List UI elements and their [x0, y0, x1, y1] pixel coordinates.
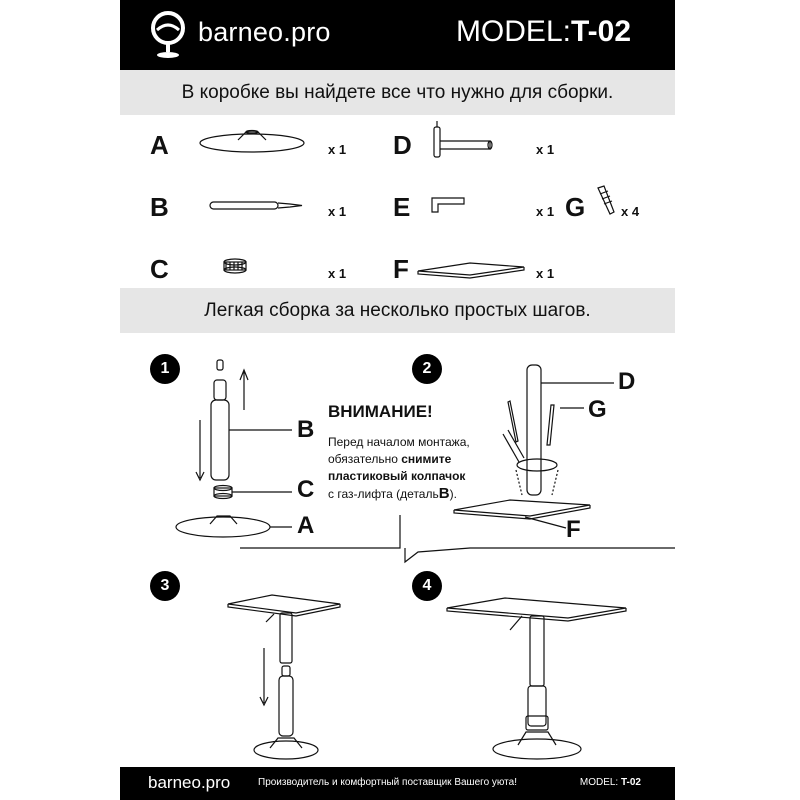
step2-label-d: D	[618, 368, 636, 395]
part-e-hexkey-drawing	[432, 198, 464, 212]
part-e-qty: x 1	[536, 204, 555, 219]
part-a-letter: A	[150, 130, 169, 160]
warning-title: ВНИМАНИЕ!	[328, 402, 433, 421]
part-g-qty: x 4	[621, 204, 640, 219]
step1-label-c: C	[297, 476, 315, 503]
assembly-band: Легкая сборка за несколько простых шагов.	[120, 288, 675, 333]
model-title: MODEL:T-02	[455, 15, 631, 48]
footer-tagline: Производитель и комфортный поставщик Вашего уюта!	[258, 777, 517, 788]
part-d-qty: x 1	[536, 142, 555, 157]
part-g-screw-drawing	[598, 186, 614, 214]
footer-brand-text: barneo.pro	[148, 773, 231, 792]
step3-drawing	[228, 595, 340, 759]
part-d-letter: D	[393, 130, 412, 160]
step1-label-b: B	[297, 416, 315, 443]
part-c-letter: C	[150, 254, 169, 284]
part-f-qty: x 1	[536, 266, 555, 281]
step1-drawing	[176, 360, 400, 548]
warning-text: Перед началом монтажа, обязательно снимите пластиковый колпачок с газ-лифта (детальB).	[328, 435, 470, 502]
part-a-base-drawing	[200, 131, 304, 153]
part-b-letter: B	[150, 192, 169, 222]
step2-drawing	[405, 365, 675, 562]
step-3-badge: 3	[150, 571, 180, 601]
contents-band: В коробке вы найдете все что нужно для сборки.	[120, 70, 675, 115]
part-b-gaslift-drawing	[210, 202, 302, 209]
footer-model: MODEL: T-02	[579, 777, 641, 788]
footer-bar	[120, 767, 675, 800]
part-g-letter: G	[565, 192, 586, 222]
step-2-badge: 2	[412, 354, 442, 384]
part-f-tabletop-drawing	[418, 263, 524, 278]
part-b-qty: x 1	[328, 204, 347, 219]
part-e-letter: E	[393, 192, 411, 222]
part-f-letter: F	[393, 254, 409, 284]
step4-drawing	[447, 598, 626, 759]
step2-label-g: G	[588, 396, 607, 423]
part-d-bracket-drawing	[434, 121, 492, 157]
brand-logo-text: barneo.pro	[198, 17, 331, 47]
part-a-qty: x 1	[328, 142, 347, 157]
step-1-badge: 1	[150, 354, 180, 384]
step1-label-a: A	[297, 512, 315, 539]
part-c-bearing-drawing	[224, 259, 246, 273]
step2-label-f: F	[566, 516, 581, 543]
part-c-qty: x 1	[328, 266, 347, 281]
step-4-badge: 4	[412, 571, 442, 601]
